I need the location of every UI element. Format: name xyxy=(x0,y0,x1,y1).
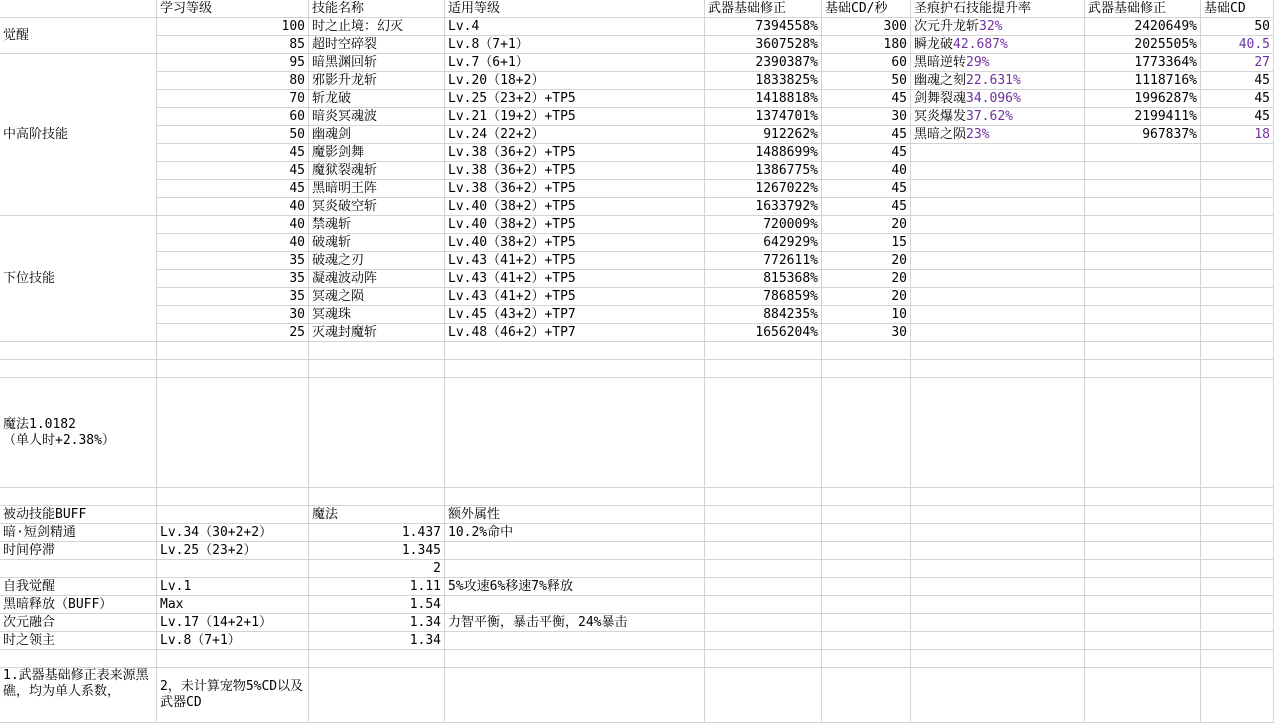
buff-value[interactable]: 1.11 xyxy=(309,578,445,596)
empty-cell[interactable] xyxy=(705,342,822,360)
empty-cell[interactable] xyxy=(309,360,445,378)
empty-cell[interactable] xyxy=(911,614,1085,632)
stone-skill-name: 瞬龙破 xyxy=(914,37,954,52)
skill-learn-level[interactable]: 40 xyxy=(157,216,309,234)
empty-cell[interactable] xyxy=(911,342,1085,360)
skill-learn-level[interactable]: 25 xyxy=(157,324,309,342)
buff-level[interactable]: Max xyxy=(157,596,309,614)
buff-extra[interactable]: 5%攻速6%移速7%释放 xyxy=(445,578,705,596)
empty-cell[interactable] xyxy=(822,632,911,650)
empty-cell[interactable] xyxy=(1085,524,1201,542)
empty-cell[interactable] xyxy=(1201,288,1274,306)
empty-cell[interactable] xyxy=(1201,378,1274,488)
stone-skill-name: 次元升龙斩 xyxy=(914,19,980,34)
empty-cell[interactable] xyxy=(1201,234,1274,252)
empty-cell[interactable] xyxy=(911,288,1085,306)
buff-extra[interactable] xyxy=(445,560,705,578)
skill-weapon-base[interactable]: 2390387% xyxy=(705,54,822,72)
skill-base-cd[interactable]: 60 xyxy=(822,54,911,72)
empty-cell[interactable] xyxy=(1085,270,1201,288)
skill-applicable-level[interactable]: Lv.24（22+2） xyxy=(445,126,705,144)
stone-skill[interactable] xyxy=(911,72,1085,90)
skill-base-cd[interactable]: 10 xyxy=(822,306,911,324)
empty-cell[interactable] xyxy=(1085,650,1201,668)
empty-cell[interactable] xyxy=(1201,216,1274,234)
skill-name[interactable]: 凝魂波动阵 xyxy=(309,270,445,288)
group-label[interactable]: 中高阶技能 xyxy=(0,54,157,216)
empty-cell[interactable] xyxy=(911,306,1085,324)
buff-level[interactable] xyxy=(157,560,309,578)
buff-value[interactable]: 1.34 xyxy=(309,632,445,650)
empty-cell[interactable] xyxy=(1201,324,1274,342)
empty-cell[interactable] xyxy=(822,506,911,524)
stone-base-cd[interactable]: 27 xyxy=(1201,54,1274,72)
empty-cell[interactable] xyxy=(157,378,309,488)
empty-cell[interactable] xyxy=(1201,542,1274,560)
skill-applicable-level[interactable]: Lv.8（7+1） xyxy=(445,36,705,54)
empty-cell[interactable] xyxy=(705,578,822,596)
empty-cell[interactable] xyxy=(309,668,445,723)
empty-cell[interactable] xyxy=(911,270,1085,288)
stone-weapon-base[interactable]: 2199411% xyxy=(1085,108,1201,126)
note-2[interactable]: 2，未计算宠物5%CD以及武器CD xyxy=(157,668,309,723)
empty-cell[interactable] xyxy=(911,378,1085,488)
skill-name[interactable]: 冥魂之陨 xyxy=(309,288,445,306)
buff-name[interactable]: 时之领主 xyxy=(0,632,157,650)
empty-cell[interactable] xyxy=(822,360,911,378)
skill-applicable-level[interactable]: Lv.40（38+2）+TP5 xyxy=(445,198,705,216)
stone-skill-name: 幽魂之刻 xyxy=(914,73,967,88)
skill-base-cd[interactable]: 20 xyxy=(822,216,911,234)
magic-line-2: （单人时+2.38%） xyxy=(3,432,115,448)
empty-cell[interactable] xyxy=(911,632,1085,650)
empty-cell[interactable] xyxy=(822,596,911,614)
buff-level[interactable]: Lv.34（30+2+2） xyxy=(157,524,309,542)
empty-cell[interactable] xyxy=(705,560,822,578)
empty-cell[interactable] xyxy=(911,668,1085,723)
buff-value[interactable]: 1.34 xyxy=(309,614,445,632)
empty-cell[interactable] xyxy=(911,324,1085,342)
empty-cell[interactable] xyxy=(911,524,1085,542)
empty-cell[interactable] xyxy=(0,360,157,378)
empty-cell[interactable] xyxy=(822,524,911,542)
skill-name[interactable]: 魔影剑舞 xyxy=(309,144,445,162)
empty-cell[interactable] xyxy=(911,650,1085,668)
empty-cell[interactable] xyxy=(0,488,157,506)
buff-header-label[interactable]: 被动技能BUFF xyxy=(0,506,157,524)
skill-weapon-base[interactable]: 1386775% xyxy=(705,162,822,180)
stone-skill[interactable] xyxy=(911,54,1085,72)
empty-cell[interactable] xyxy=(705,360,822,378)
empty-cell[interactable] xyxy=(1201,578,1274,596)
stone-skill[interactable] xyxy=(911,18,1085,36)
skill-base-cd[interactable]: 15 xyxy=(822,234,911,252)
empty-cell[interactable] xyxy=(1201,650,1274,668)
skill-weapon-base[interactable]: 884235% xyxy=(705,306,822,324)
empty-cell[interactable] xyxy=(1085,596,1201,614)
buff-value[interactable]: 2 xyxy=(309,560,445,578)
empty-cell[interactable] xyxy=(911,234,1085,252)
empty-cell[interactable] xyxy=(1201,270,1274,288)
skill-weapon-base[interactable]: 912262% xyxy=(705,126,822,144)
empty-cell[interactable] xyxy=(1201,198,1274,216)
skill-learn-level[interactable]: 95 xyxy=(157,54,309,72)
empty-cell[interactable] xyxy=(1201,180,1274,198)
empty-cell[interactable] xyxy=(911,252,1085,270)
empty-cell[interactable] xyxy=(1085,324,1201,342)
empty-cell[interactable] xyxy=(911,144,1085,162)
buff-name[interactable] xyxy=(0,560,157,578)
empty-cell[interactable] xyxy=(911,360,1085,378)
empty-cell[interactable] xyxy=(445,360,705,378)
stone-skill-rate: 42.687% xyxy=(953,37,1008,52)
empty-cell[interactable] xyxy=(1085,668,1201,723)
empty-cell[interactable] xyxy=(911,560,1085,578)
skill-applicable-level[interactable]: Lv.38（36+2）+TP5 xyxy=(445,162,705,180)
stone-skill-rate: 29% xyxy=(966,55,990,70)
empty-cell[interactable] xyxy=(1085,488,1201,506)
skill-weapon-base[interactable]: 1656204% xyxy=(705,324,822,342)
skill-learn-level[interactable]: 35 xyxy=(157,252,309,270)
skill-learn-level[interactable]: 45 xyxy=(157,162,309,180)
skill-weapon-base[interactable]: 720009% xyxy=(705,216,822,234)
header-learn-level[interactable]: 学习等级 xyxy=(157,0,309,18)
buff-extra[interactable] xyxy=(445,632,705,650)
skill-applicable-level[interactable]: Lv.45（43+2）+TP7 xyxy=(445,306,705,324)
buff-name[interactable]: 时间停滞 xyxy=(0,542,157,560)
buff-name[interactable]: 黑暗释放（BUFF） xyxy=(0,596,157,614)
empty-cell[interactable] xyxy=(822,668,911,723)
skill-base-cd[interactable]: 20 xyxy=(822,270,911,288)
stone-weapon-base[interactable]: 1996287% xyxy=(1085,90,1201,108)
skill-applicable-level[interactable]: Lv.25（23+2）+TP5 xyxy=(445,90,705,108)
stone-skill[interactable] xyxy=(911,36,1085,54)
empty-cell[interactable] xyxy=(822,614,911,632)
skill-applicable-level[interactable]: Lv.40（38+2）+TP5 xyxy=(445,234,705,252)
skill-name[interactable]: 时之止境：幻灭 xyxy=(309,18,445,36)
skill-weapon-base[interactable]: 1374701% xyxy=(705,108,822,126)
stone-skill-rate: 32% xyxy=(979,19,1003,34)
skill-weapon-base[interactable]: 815368% xyxy=(705,270,822,288)
stone-base-cd[interactable]: 40.5 xyxy=(1201,36,1274,54)
empty-cell[interactable] xyxy=(445,342,705,360)
skill-weapon-base[interactable]: 772611% xyxy=(705,252,822,270)
group-label[interactable]: 下位技能 xyxy=(0,216,157,342)
stone-skill-name: 黑暗逆转 xyxy=(914,55,967,70)
stone-skill-rate: 23% xyxy=(966,127,990,142)
skill-base-cd[interactable]: 45 xyxy=(822,180,911,198)
skill-name[interactable]: 冥炎破空斩 xyxy=(309,198,445,216)
buff-level[interactable]: Lv.8（7+1） xyxy=(157,632,309,650)
stone-skill-name: 黑暗之陨 xyxy=(914,127,967,142)
empty-cell[interactable] xyxy=(0,342,157,360)
skill-learn-level[interactable]: 45 xyxy=(157,180,309,198)
empty-cell[interactable] xyxy=(1085,216,1201,234)
stone-skill[interactable] xyxy=(911,126,1085,144)
skill-weapon-base[interactable]: 7394558% xyxy=(705,18,822,36)
magic-line-1: 魔法1.0182 xyxy=(3,416,76,432)
buff-name[interactable]: 次元融合 xyxy=(0,614,157,632)
empty-cell[interactable] xyxy=(1085,252,1201,270)
skill-applicable-level[interactable]: Lv.38（36+2）+TP5 xyxy=(445,144,705,162)
empty-cell[interactable] xyxy=(309,650,445,668)
skill-name[interactable]: 幽魂剑 xyxy=(309,126,445,144)
skill-applicable-level[interactable]: Lv.48（46+2）+TP7 xyxy=(445,324,705,342)
empty-cell[interactable] xyxy=(911,198,1085,216)
skill-weapon-base[interactable]: 1833825% xyxy=(705,72,822,90)
skill-applicable-level[interactable]: Lv.43（41+2）+TP5 xyxy=(445,288,705,306)
skill-learn-level[interactable]: 60 xyxy=(157,108,309,126)
skill-name[interactable]: 灭魂封魔斩 xyxy=(309,324,445,342)
stone-weapon-base[interactable]: 967837% xyxy=(1085,126,1201,144)
buff-value[interactable]: 1.345 xyxy=(309,542,445,560)
skill-learn-level[interactable]: 80 xyxy=(157,72,309,90)
skill-applicable-level[interactable]: Lv.7（6+1） xyxy=(445,54,705,72)
stone-skill-rate: 37.62% xyxy=(966,109,1013,124)
empty-cell[interactable] xyxy=(309,488,445,506)
empty-cell[interactable] xyxy=(1201,252,1274,270)
empty-cell[interactable] xyxy=(911,578,1085,596)
skill-learn-level[interactable]: 45 xyxy=(157,144,309,162)
empty-cell[interactable] xyxy=(1201,596,1274,614)
empty-cell[interactable] xyxy=(705,488,822,506)
header-base-cd[interactable]: 基础CD/秒 xyxy=(822,0,911,18)
empty-cell[interactable] xyxy=(1085,162,1201,180)
skill-applicable-level[interactable]: Lv.21（19+2）+TP5 xyxy=(445,108,705,126)
empty-cell[interactable] xyxy=(1201,614,1274,632)
skill-name[interactable]: 禁魂斩 xyxy=(309,216,445,234)
stone-base-cd[interactable]: 45 xyxy=(1201,72,1274,90)
stone-base-cd[interactable]: 45 xyxy=(1201,108,1274,126)
skill-learn-level[interactable]: 40 xyxy=(157,234,309,252)
stone-skill-name: 剑舞裂魂 xyxy=(914,91,967,106)
skill-base-cd[interactable]: 180 xyxy=(822,36,911,54)
empty-cell[interactable] xyxy=(822,578,911,596)
skill-name[interactable]: 超时空碎裂 xyxy=(309,36,445,54)
stone-skill-rate: 22.631% xyxy=(966,73,1021,88)
skill-applicable-level[interactable]: Lv.40（38+2）+TP5 xyxy=(445,216,705,234)
empty-cell[interactable] xyxy=(822,378,911,488)
note-1[interactable]: 1.武器基础修正表来源黑礁，均为单人系数， xyxy=(0,668,157,723)
empty-cell[interactable] xyxy=(1085,614,1201,632)
empty-cell[interactable] xyxy=(1085,288,1201,306)
stone-skill[interactable] xyxy=(911,108,1085,126)
skill-weapon-base[interactable]: 1633792% xyxy=(705,198,822,216)
header-applicable-level[interactable]: 适用等级 xyxy=(445,0,705,18)
empty-cell[interactable] xyxy=(1085,506,1201,524)
empty-cell[interactable] xyxy=(1201,488,1274,506)
empty-cell[interactable] xyxy=(705,668,822,723)
stone-skill-name: 冥炎爆发 xyxy=(914,109,967,124)
skill-base-cd[interactable]: 45 xyxy=(822,144,911,162)
header-weapon-base-2[interactable]: 武器基础修正 xyxy=(1085,0,1201,18)
empty-cell[interactable] xyxy=(1085,198,1201,216)
stone-weapon-base[interactable]: 2420649% xyxy=(1085,18,1201,36)
stone-weapon-base[interactable]: 2025505% xyxy=(1085,36,1201,54)
empty-cell[interactable] xyxy=(1201,668,1274,723)
skill-learn-level[interactable]: 100 xyxy=(157,18,309,36)
skill-applicable-level[interactable]: Lv.43（41+2）+TP5 xyxy=(445,270,705,288)
skill-name[interactable]: 斩龙破 xyxy=(309,90,445,108)
empty-cell[interactable] xyxy=(1201,144,1274,162)
stone-weapon-base[interactable]: 1118716% xyxy=(1085,72,1201,90)
empty-cell[interactable] xyxy=(1085,632,1201,650)
empty-cell[interactable] xyxy=(1085,560,1201,578)
empty-cell[interactable] xyxy=(705,596,822,614)
skill-applicable-level[interactable]: Lv.38（36+2）+TP5 xyxy=(445,180,705,198)
skill-learn-level[interactable]: 85 xyxy=(157,36,309,54)
empty-cell[interactable] xyxy=(911,162,1085,180)
skill-applicable-level[interactable]: Lv.20（18+2） xyxy=(445,72,705,90)
empty-cell[interactable] xyxy=(1085,378,1201,488)
empty-cell[interactable] xyxy=(1201,506,1274,524)
empty-cell[interactable] xyxy=(1201,360,1274,378)
empty-cell[interactable] xyxy=(1085,180,1201,198)
empty-cell[interactable] xyxy=(157,506,309,524)
buff-level[interactable]: Lv.17（14+2+1） xyxy=(157,614,309,632)
buff-extra[interactable] xyxy=(445,542,705,560)
empty-cell[interactable] xyxy=(705,506,822,524)
empty-cell[interactable] xyxy=(1085,360,1201,378)
skill-learn-level[interactable]: 70 xyxy=(157,90,309,108)
skill-name[interactable]: 暗黑渊回斩 xyxy=(309,54,445,72)
empty-cell[interactable] xyxy=(157,488,309,506)
empty-cell[interactable] xyxy=(1085,342,1201,360)
empty-cell[interactable] xyxy=(705,524,822,542)
empty-cell[interactable] xyxy=(911,216,1085,234)
skill-applicable-level[interactable]: Lv.43（41+2）+TP5 xyxy=(445,252,705,270)
empty-cell[interactable] xyxy=(157,360,309,378)
empty-cell[interactable] xyxy=(157,342,309,360)
empty-cell[interactable] xyxy=(157,650,309,668)
skill-base-cd[interactable]: 20 xyxy=(822,252,911,270)
skill-name[interactable]: 邪影升龙斩 xyxy=(309,72,445,90)
buff-value[interactable]: 1.54 xyxy=(309,596,445,614)
empty-cell[interactable] xyxy=(822,560,911,578)
empty-cell[interactable] xyxy=(309,378,445,488)
empty-cell[interactable] xyxy=(911,596,1085,614)
skill-base-cd[interactable]: 45 xyxy=(822,126,911,144)
stone-skill[interactable] xyxy=(911,90,1085,108)
empty-cell[interactable] xyxy=(911,506,1085,524)
header-base-cd-2[interactable]: 基础CD xyxy=(1201,0,1274,18)
empty-cell[interactable] xyxy=(911,542,1085,560)
empty-cell[interactable] xyxy=(911,180,1085,198)
empty-cell[interactable] xyxy=(822,542,911,560)
buff-value[interactable]: 1.437 xyxy=(309,524,445,542)
skill-base-cd[interactable]: 45 xyxy=(822,198,911,216)
stone-skill-rate: 34.096% xyxy=(966,91,1021,106)
skill-learn-level[interactable]: 40 xyxy=(157,198,309,216)
empty-cell[interactable] xyxy=(822,488,911,506)
header-empty[interactable] xyxy=(0,0,157,18)
empty-cell[interactable] xyxy=(445,668,705,723)
empty-cell[interactable] xyxy=(705,632,822,650)
skill-name[interactable]: 冥魂珠 xyxy=(309,306,445,324)
buff-extra[interactable] xyxy=(445,596,705,614)
stone-base-cd[interactable]: 45 xyxy=(1201,90,1274,108)
buff-level[interactable]: Lv.1 xyxy=(157,578,309,596)
skill-name[interactable]: 黑暗明王阵 xyxy=(309,180,445,198)
skill-name[interactable]: 魔狱裂魂斩 xyxy=(309,162,445,180)
empty-cell[interactable] xyxy=(822,342,911,360)
empty-cell[interactable] xyxy=(705,650,822,668)
magic-multiplier[interactable] xyxy=(0,378,157,488)
empty-cell[interactable] xyxy=(1201,632,1274,650)
empty-cell[interactable] xyxy=(445,378,705,488)
empty-cell[interactable] xyxy=(705,542,822,560)
empty-cell[interactable] xyxy=(1201,162,1274,180)
skill-weapon-base[interactable]: 1418818% xyxy=(705,90,822,108)
empty-cell[interactable] xyxy=(911,488,1085,506)
empty-cell[interactable] xyxy=(705,378,822,488)
skill-weapon-base[interactable]: 1488699% xyxy=(705,144,822,162)
skill-name[interactable]: 暗炎冥魂波 xyxy=(309,108,445,126)
header-stone-rate[interactable]: 圣痕护石技能提升率 xyxy=(911,0,1085,18)
empty-cell[interactable] xyxy=(1085,578,1201,596)
group-label[interactable]: 觉醒 xyxy=(0,18,157,54)
empty-cell[interactable] xyxy=(1085,144,1201,162)
buff-header-magic[interactable]: 魔法 xyxy=(309,506,445,524)
stone-base-cd[interactable]: 50 xyxy=(1201,18,1274,36)
skill-weapon-base[interactable]: 1267022% xyxy=(705,180,822,198)
skill-base-cd[interactable]: 45 xyxy=(822,90,911,108)
header-weapon-base[interactable]: 武器基础修正 xyxy=(705,0,822,18)
skill-name[interactable]: 破魂之刃 xyxy=(309,252,445,270)
skill-weapon-base[interactable]: 642929% xyxy=(705,234,822,252)
skill-weapon-base[interactable]: 786859% xyxy=(705,288,822,306)
stone-base-cd[interactable]: 18 xyxy=(1201,126,1274,144)
skill-learn-level[interactable]: 50 xyxy=(157,126,309,144)
empty-cell[interactable] xyxy=(1085,306,1201,324)
empty-cell[interactable] xyxy=(1201,306,1274,324)
skill-learn-level[interactable]: 30 xyxy=(157,306,309,324)
buff-name[interactable]: 暗·短剑精通 xyxy=(0,524,157,542)
empty-cell[interactable] xyxy=(1201,524,1274,542)
empty-cell[interactable] xyxy=(1085,234,1201,252)
empty-cell[interactable] xyxy=(1201,342,1274,360)
skill-weapon-base[interactable]: 3607528% xyxy=(705,36,822,54)
skill-base-cd[interactable]: 30 xyxy=(822,324,911,342)
empty-cell[interactable] xyxy=(445,650,705,668)
skill-learn-level[interactable]: 35 xyxy=(157,270,309,288)
stone-weapon-base[interactable]: 1773364% xyxy=(1085,54,1201,72)
buff-level[interactable]: Lv.25（23+2） xyxy=(157,542,309,560)
empty-cell[interactable] xyxy=(0,650,157,668)
skill-name[interactable]: 破魂斩 xyxy=(309,234,445,252)
buff-header-extra[interactable]: 额外属性 xyxy=(445,506,705,524)
empty-cell[interactable] xyxy=(1085,542,1201,560)
skill-learn-level[interactable]: 35 xyxy=(157,288,309,306)
skill-base-cd[interactable]: 40 xyxy=(822,162,911,180)
skill-base-cd[interactable]: 300 xyxy=(822,18,911,36)
empty-cell[interactable] xyxy=(445,488,705,506)
skill-base-cd[interactable]: 20 xyxy=(822,288,911,306)
empty-cell[interactable] xyxy=(1201,560,1274,578)
buff-name[interactable]: 自我觉醒 xyxy=(0,578,157,596)
empty-cell[interactable] xyxy=(822,650,911,668)
empty-cell[interactable] xyxy=(309,342,445,360)
skill-base-cd[interactable]: 30 xyxy=(822,108,911,126)
buff-extra[interactable]: 力智平衡，暴击平衡，24%暴击 xyxy=(445,614,705,632)
buff-extra[interactable]: 10.2%命中 xyxy=(445,524,705,542)
header-skill-name[interactable]: 技能名称 xyxy=(309,0,445,18)
skill-base-cd[interactable]: 50 xyxy=(822,72,911,90)
empty-cell[interactable] xyxy=(705,614,822,632)
skill-applicable-level[interactable]: Lv.4 xyxy=(445,18,705,36)
